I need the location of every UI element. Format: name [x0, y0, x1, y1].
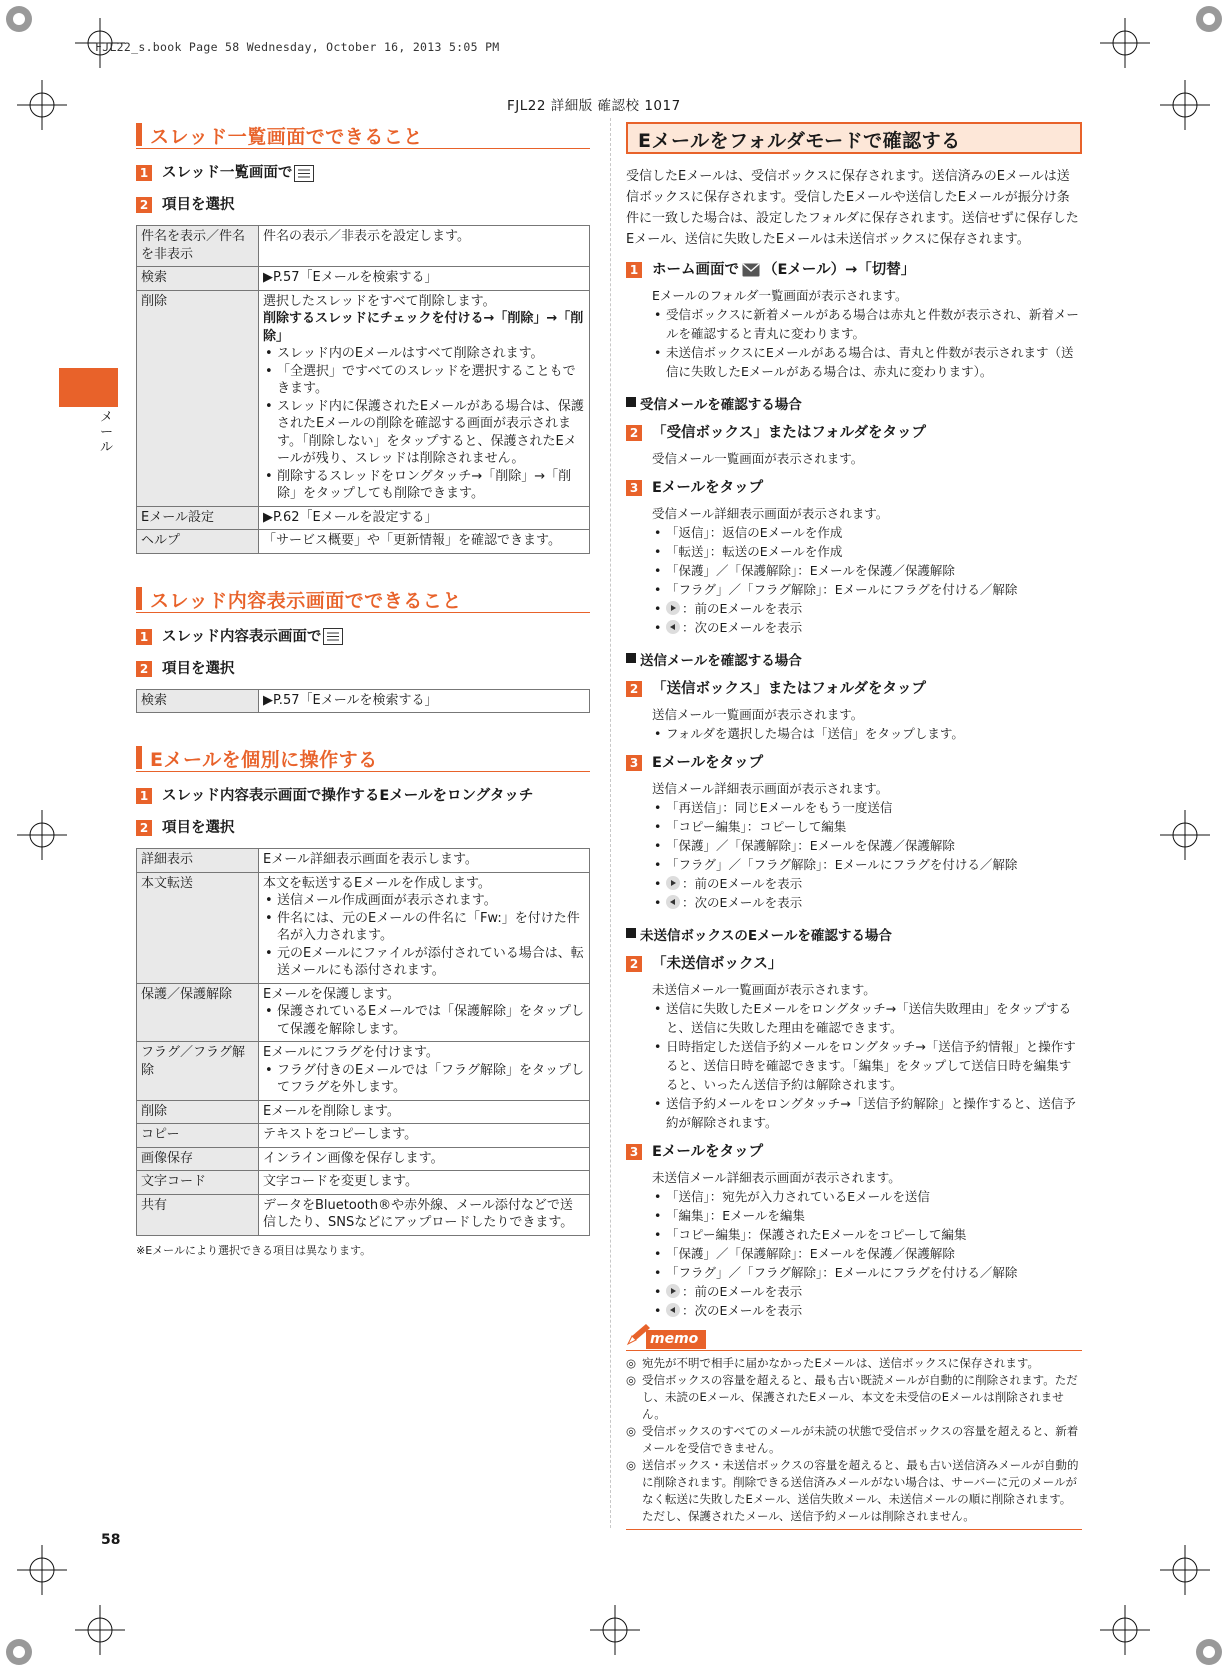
step-1: 1 スレッド内容表示画面で [136, 625, 590, 649]
step-1: 1 スレッド内容表示画面で操作するEメールをロングタッチ [136, 784, 590, 808]
options-table [136, 689, 590, 714]
step-description: 受信メール一覧画面が表示されます。 [652, 451, 864, 466]
step-1: 1 ホーム画面で （Eメール）→「切替」 [626, 258, 1082, 282]
table-row: コピー テキストをコピーします。 [137, 1124, 590, 1148]
memo-item: ◎ 受信ボックスのすべてのメールが未読の状態で受信ボックスの容量を超えると、新着メールを受信できません。 [626, 1423, 1082, 1457]
menu-key-icon [294, 165, 314, 182]
step-3: 3 Eメールをタップ [626, 476, 1082, 500]
page-number: 58 [101, 1532, 121, 1548]
menu-key-icon [323, 628, 343, 645]
crop-mark-icon [1100, 1605, 1150, 1655]
table-row: 共有 データをBluetooth®や赤外線、メール添付などで送信したり、SNSなどにアップロードしたりできます。 [137, 1194, 590, 1235]
crop-mark-icon [17, 80, 67, 130]
memo-label: memo [646, 1330, 706, 1349]
section-title: スレッド内容表示画面でできること [136, 586, 590, 613]
table-row: 削除 Eメールを削除します。 [137, 1100, 590, 1124]
table-row: ヘルプ 「サービス概要」や「更新情報」を確認できます。 [137, 530, 590, 554]
step-description: Eメールのフォルダ一覧画面が表示されます。 • 受信ボックスに新着メールがある場合は赤丸と件数が表示され、新着メールを確認すると青丸に変わります。 • 未送信ボックスにEメールがある場合は、青丸と件数が表示されます（送信に失敗したEメールがある場合は、赤丸に変わります）。 [626, 286, 1082, 381]
crop-mark-icon [17, 810, 67, 860]
crop-mark-icon [1160, 80, 1210, 130]
step-2: 2 「送信ボックス」またはフォルダをタップ [626, 677, 1082, 701]
case-heading: 送信メールを確認する場合 [626, 649, 1082, 669]
table-row: 文字コード 文字コードを変更します。 [137, 1171, 590, 1195]
registration-rosette-icon [5, 5, 33, 33]
case-heading: 受信メールを確認する場合 [626, 393, 1082, 413]
table-row: フラグ／フラグ解除 Eメールにフラグを付けます。 • フラグ付きのEメールでは「フラグ解除」をタップしてフラグを外します。 [137, 1042, 590, 1101]
section-title: スレッド一覧画面でできること [136, 122, 590, 149]
step-3: 3 Eメールをタップ [626, 751, 1082, 775]
print-info: FJL22_s.book Page 58 Wednesday, October 16, 2013 5:05 PM [95, 40, 500, 54]
memo-box [626, 1330, 1082, 1530]
crop-mark-icon [1160, 1545, 1210, 1595]
step-2: 2 項目を選択 [136, 816, 590, 840]
chapter-label: メール [100, 410, 114, 455]
next-icon [666, 876, 680, 890]
registration-rosette-icon [1195, 1638, 1223, 1666]
left-column [136, 122, 590, 1258]
section-title: Eメールを個別に操作する [136, 745, 590, 772]
crop-mark-icon [17, 1545, 67, 1595]
memo-item: ◎ 送信ボックス・未送信ボックスの容量を超えると、最も古い送信済みメールが自動的に削除されます。削除できる送信済みメールがない場合は、サーバーに元のメールがなく転送に失敗したEメール、送信失敗メール、未送信メールの順に削除されます。ただし、保護されたメール、送信予約メールは削除されません。 [626, 1457, 1082, 1525]
registration-rosette-icon [1195, 5, 1223, 33]
table-row: 削除 選択したスレッドをすべて削除します。 削除するスレッドにチェックを付ける→「削除」→「削除」 • スレッド内のEメールはすべて削除されます。 • 「全選択」ですべてのスレッドを選択することもできます。 • スレッド内に保護されたEメールがある場合は、保護されたEメールの削除を確認する画面が表示されます。「削除しない」をタップすると、保護されたEメールが残り、スレッドは削除されません。 • 削除するスレッドをロングタッチ→「削除」→「削除」をタップしても削除できます。 [137, 290, 590, 506]
footnote: ※Eメールにより選択できる項目は異なります。 [136, 1243, 372, 1257]
crop-mark-icon [1160, 810, 1210, 860]
step-2: 2 項目を選択 [136, 657, 590, 681]
table-row: 件名を表示／件名を非表示 件名の表示／非表示を設定します。 [137, 226, 590, 267]
table-row: 詳細表示 Eメール詳細表示画面を表示します。 [137, 849, 590, 873]
options-table [136, 848, 590, 1236]
crop-mark-icon [1100, 18, 1150, 68]
step-description: 送信メール一覧画面が表示されます。 • フォルダを選択した場合は「送信」をタップします。 [626, 705, 1082, 743]
crop-mark-icon [75, 1605, 125, 1655]
options-table [136, 225, 590, 554]
step-3: 3 Eメールをタップ [626, 1140, 1082, 1164]
step-description: 受信メール詳細表示画面が表示されます。 • 「返信」：返信のEメールを作成 • 「転送」：転送のEメールを作成 • 「保護」／「保護解除」：Eメールを保護／保護解除 • 「フラグ」／「フラグ解除」：Eメールにフラグを付ける／解除 • ：前のEメールを表示 • ：次のEメールを表示 [626, 504, 1082, 637]
prev-icon [666, 1303, 680, 1317]
right-column [626, 122, 1082, 1530]
intro-text: 受信したEメールは、受信ボックスに保存されます。送信済みのEメールは送信ボックスに保存されます。受信したEメールや送信したEメールが振分け条件に一致した場合は、設定したフォルダに保存されます。送信せずに保存したEメール、送信に失敗したEメールは未送信ボックスに保存されます。 [626, 169, 1079, 247]
table-row: 検索 ▶P.57「Eメールを検索する」 [137, 689, 590, 713]
prev-icon [666, 620, 680, 634]
table-row: 本文転送 本文を転送するEメールを作成します。 • 送信メール作成画面が表示されます。 • 件名には、元のEメールの件名に「Fw:」を付けた件名が入力されます。 • 元のEメールにファイルが添付されている場合は、転送メールにも添付されます。 [137, 872, 590, 983]
section-title: Eメールをフォルダモードで確認する [626, 122, 1082, 154]
table-row: 保護／保護解除 Eメールを保護します。 • 保護されているEメールでは「保護解除」をタップして保護を解除します。 [137, 983, 590, 1042]
step-2: 2 「受信ボックス」またはフォルダをタップ [626, 421, 1082, 445]
mail-icon [742, 263, 760, 277]
step-2: 2 項目を選択 [136, 193, 590, 217]
version-info: FJL22 詳細版 確認校 1017 [507, 98, 681, 114]
next-icon [666, 1284, 680, 1298]
table-row: Eメール設定 ▶P.62「Eメールを設定する」 [137, 506, 590, 530]
prev-icon [666, 895, 680, 909]
memo-item: ◎ 受信ボックスの容量を超えると、最も古い既読メールが自動的に削除されます。ただし、未読のEメール、保護されたEメール、本文を未受信のEメールは削除されません。 [626, 1372, 1082, 1423]
step-description: 送信メール詳細表示画面が表示されます。 • 「再送信」：同じEメールをもう一度送信 • 「コピー編集」：コピーして編集 • 「保護」／「保護解除」：Eメールを保護／保護解除 • 「フラグ」／「フラグ解除」：Eメールにフラグを付ける／解除 • ：前のEメールを表示 • ：次のEメールを表示 [626, 779, 1082, 912]
step-2: 2 「未送信ボックス」 [626, 952, 1082, 976]
case-heading: 未送信ボックスのEメールを確認する場合 [626, 924, 1082, 944]
step-1: 1 スレッド一覧画面で [136, 161, 590, 185]
chapter-tab [59, 368, 118, 407]
table-row: 検索 ▶P.57「Eメールを検索する」 [137, 267, 590, 291]
crop-mark-icon [590, 1605, 640, 1655]
memo-item: ◎ 宛先が不明で相手に届かなかったEメールは、送信ボックスに保存されます。 [626, 1355, 1082, 1372]
registration-rosette-icon [5, 1638, 33, 1666]
step-description: 未送信メール一覧画面が表示されます。 • 送信に失敗したEメールをロングタッチ→「送信失敗理由」をタップすると、送信に失敗した理由を確認できます。 • 日時指定した送信予約メールをロングタッチ→「送信予約情報」と操作すると、送信日時を確認できます。「編集」をタップして送信日時を編集すると、いったん送信予約は解除されます。 • 送信予約メールをロングタッチ→「送信予約解除」と操作すると、送信予約が解除されます。 [626, 980, 1082, 1132]
column-divider [610, 118, 611, 1528]
next-icon [666, 601, 680, 615]
step-description: 未送信メール詳細表示画面が表示されます。 • 「送信」：宛先が入力されているEメールを送信 • 「編集」：Eメールを編集 • 「コピー編集」：保護されたEメールをコピーして編集 • 「保護」／「保護解除」：Eメールを保護／保護解除 • 「フラグ」／「フラグ解除」：Eメールにフラグを付ける／解除 • ：前のEメールを表示 • ：次のEメールを表示 [626, 1168, 1082, 1320]
table-row: 画像保存 インライン画像を保存します。 [137, 1147, 590, 1171]
